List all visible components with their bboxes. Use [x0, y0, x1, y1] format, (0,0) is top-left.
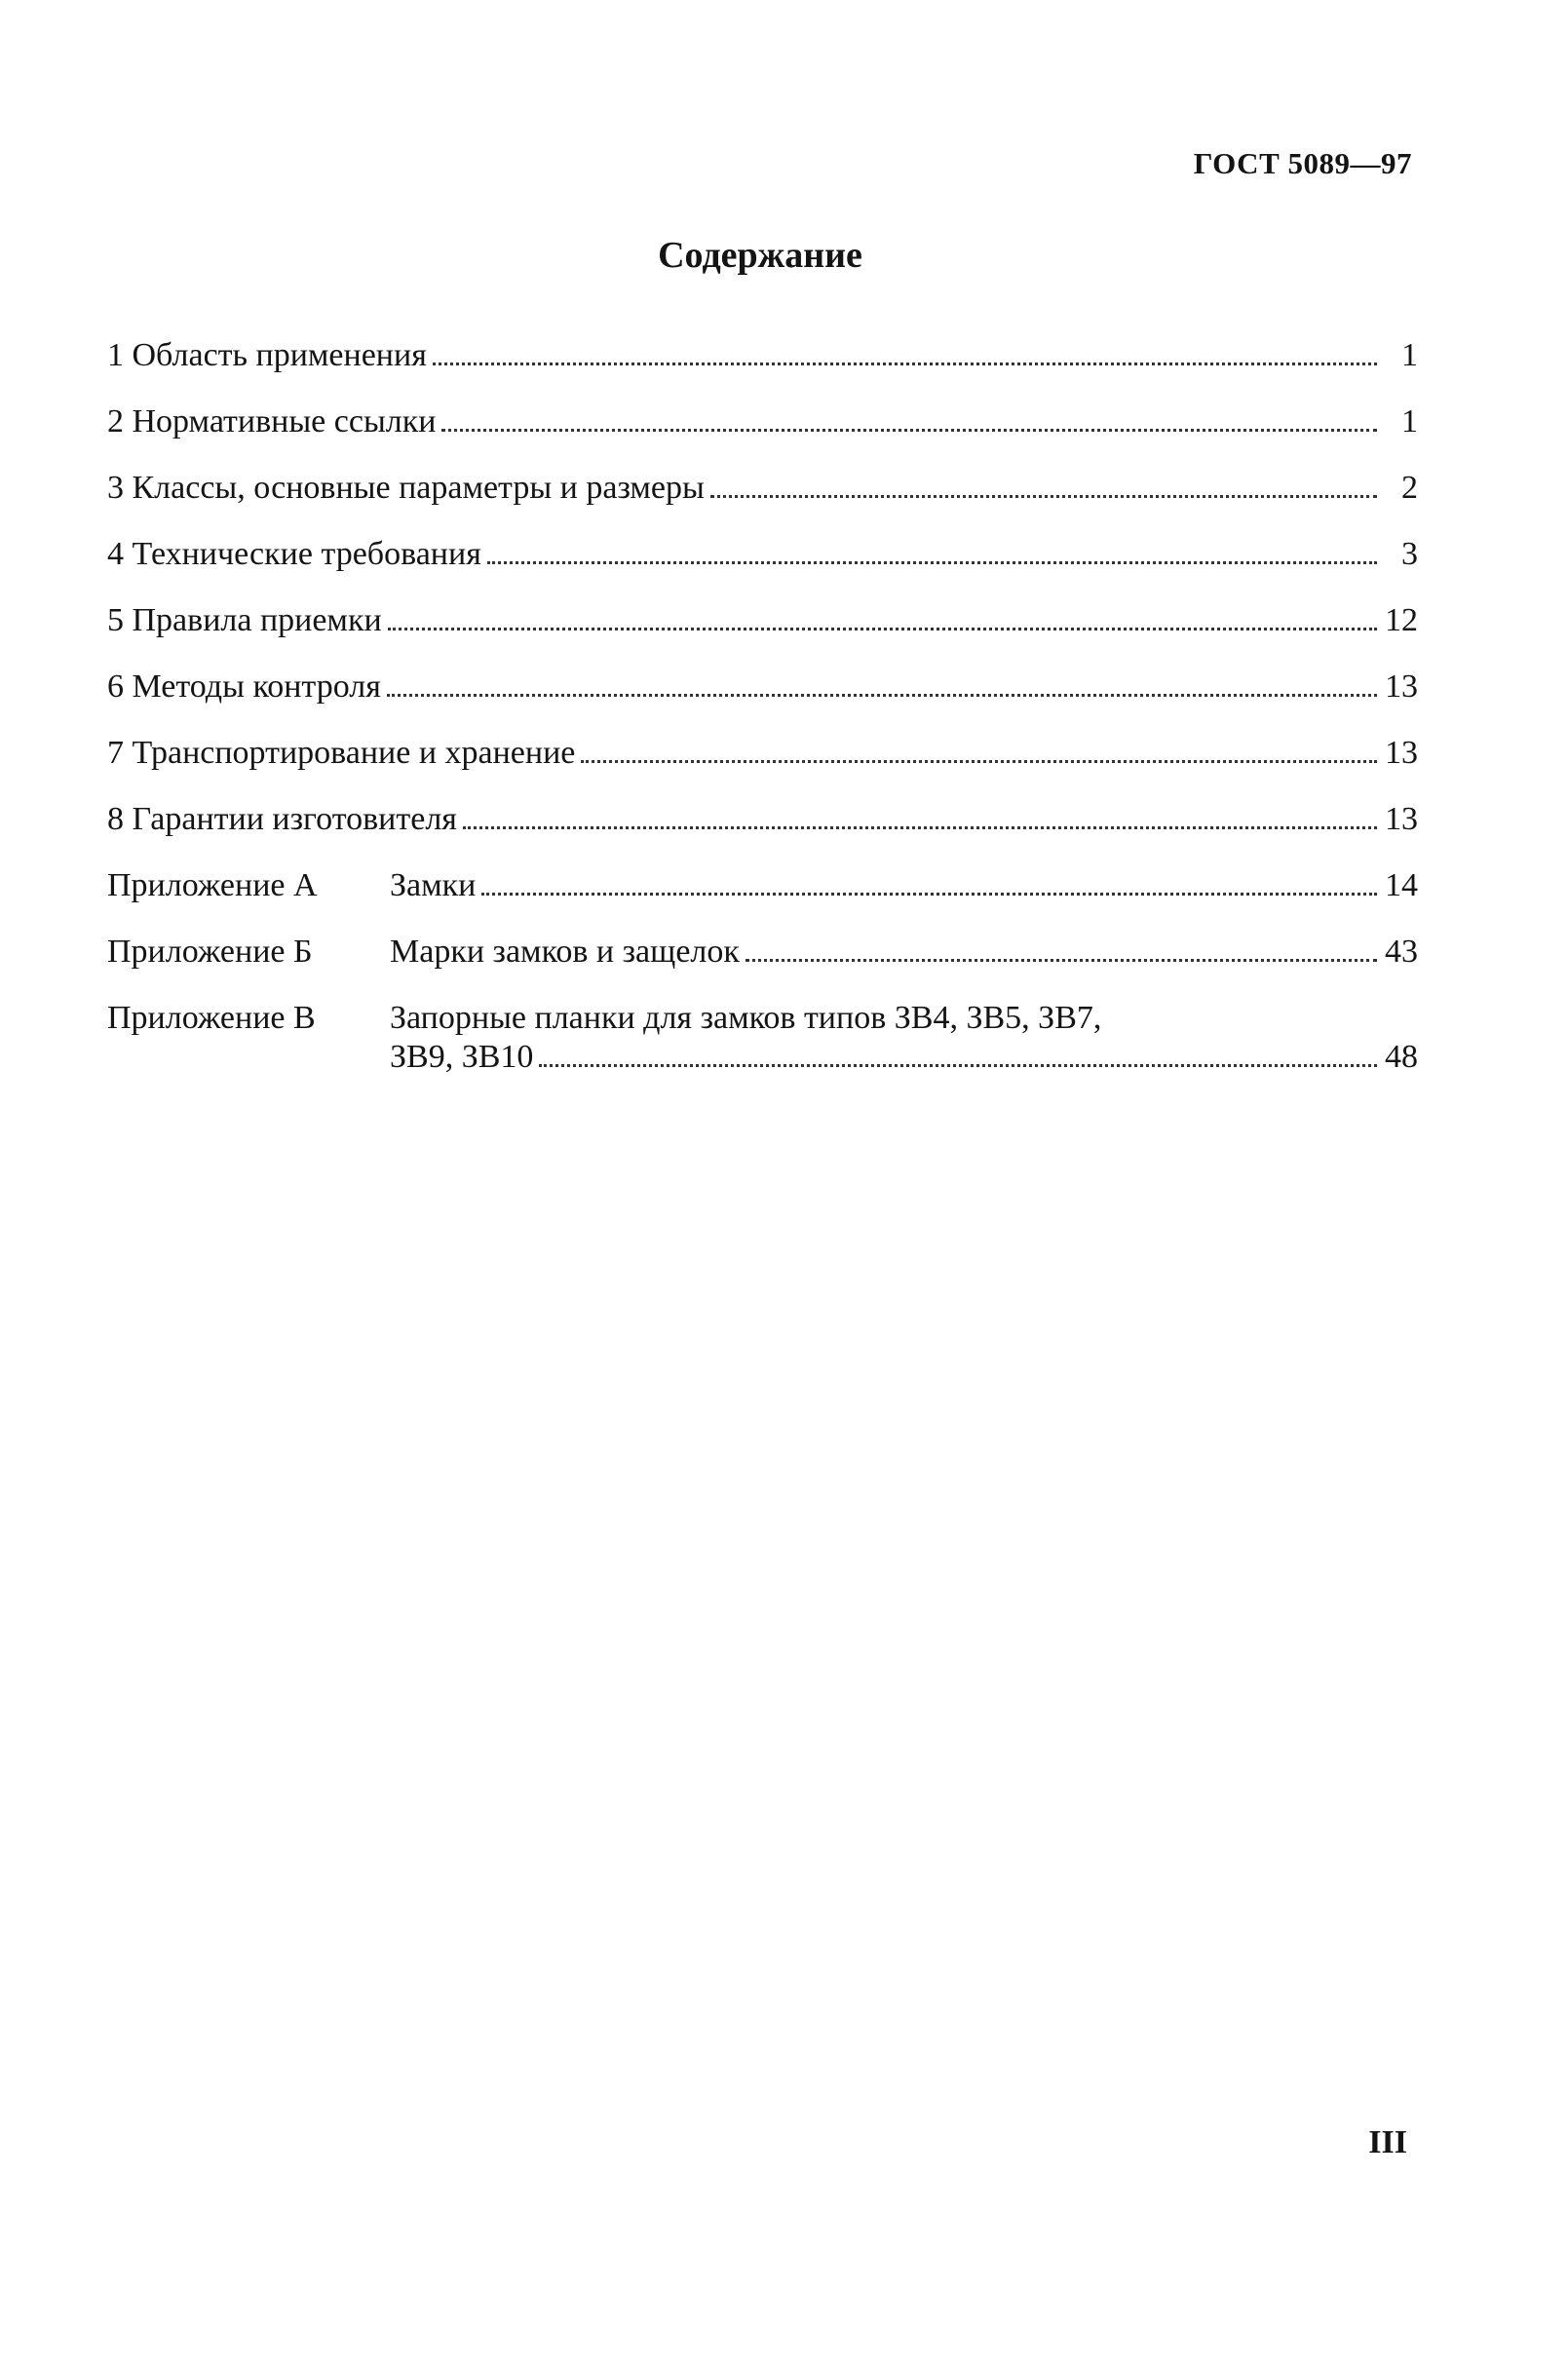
toc-item-page: 48 — [1385, 1039, 1418, 1075]
toc-item-label: 8 Гарантии изготовителя — [107, 801, 457, 837]
toc-item[interactable] — [107, 402, 1418, 469]
toc-item-label: 2 Нормативные ссылки — [107, 403, 437, 439]
dot-leader — [746, 959, 1377, 962]
toc-appendix-a[interactable] — [107, 866, 1418, 933]
toc-item[interactable] — [107, 800, 1418, 866]
toc-item-page: 13 — [1385, 801, 1418, 837]
toc-item-label: 4 Технические требования — [107, 536, 481, 572]
dot-leader — [581, 760, 1377, 763]
page-title: Содержание — [658, 235, 862, 276]
appendix-label: Марки замков и защелок — [390, 934, 740, 970]
dot-leader — [710, 495, 1377, 498]
toc-item-page: 13 — [1385, 735, 1418, 771]
toc-item-page: 12 — [1385, 602, 1418, 638]
toc-item-label: 6 Методы контроля — [107, 668, 381, 705]
appendix-prefix: Приложение В — [107, 1000, 316, 1036]
toc-item-page: 14 — [1385, 867, 1418, 903]
toc-item-page: 2 — [1401, 470, 1418, 506]
toc-item-label: 5 Правила приемки — [107, 602, 382, 638]
dot-leader — [433, 363, 1377, 365]
toc-item[interactable] — [107, 336, 1418, 402]
dot-leader — [441, 429, 1377, 432]
dot-leader — [387, 694, 1377, 697]
toc-item-label: 3 Классы, основные параметры и размеры — [107, 470, 705, 506]
toc-item-page: 13 — [1385, 668, 1418, 705]
document-code: ГОСТ 5089—97 — [1193, 146, 1412, 180]
toc-item-page: 43 — [1385, 934, 1418, 970]
toc-item[interactable] — [107, 601, 1418, 668]
appendix-prefix: Приложение А — [107, 867, 318, 903]
dot-leader — [487, 561, 1377, 564]
toc-item-label: 1 Область применения — [107, 337, 427, 373]
toc-item[interactable] — [107, 668, 1418, 734]
toc-appendix-b[interactable] — [107, 933, 1418, 999]
dot-leader — [388, 628, 1377, 630]
dot-leader — [481, 893, 1377, 896]
toc-item[interactable] — [107, 469, 1418, 535]
toc-appendix-v[interactable] — [107, 999, 1418, 1077]
toc-item[interactable] — [107, 535, 1418, 601]
appendix-label-line1: Запорные планки для замков типов ЗВ4, ЗВ5, ЗВ7, — [390, 1000, 1102, 1036]
dot-leader — [539, 1064, 1377, 1067]
toc-item-page: 3 — [1401, 536, 1418, 572]
dot-leader — [463, 826, 1377, 829]
toc-item[interactable] — [107, 734, 1418, 800]
appendix-label: Замки — [390, 867, 477, 903]
toc-item-label: 7 Транспортирование и хранение — [107, 735, 576, 771]
appendix-label-line2: ЗВ9, ЗВ10 — [390, 1039, 534, 1075]
appendix-prefix: Приложение Б — [107, 934, 313, 970]
toc-item-page: 1 — [1401, 337, 1418, 373]
table-of-contents — [107, 336, 1418, 1077]
toc-item-page: 1 — [1401, 403, 1418, 439]
page-number: III — [1368, 2124, 1407, 2160]
